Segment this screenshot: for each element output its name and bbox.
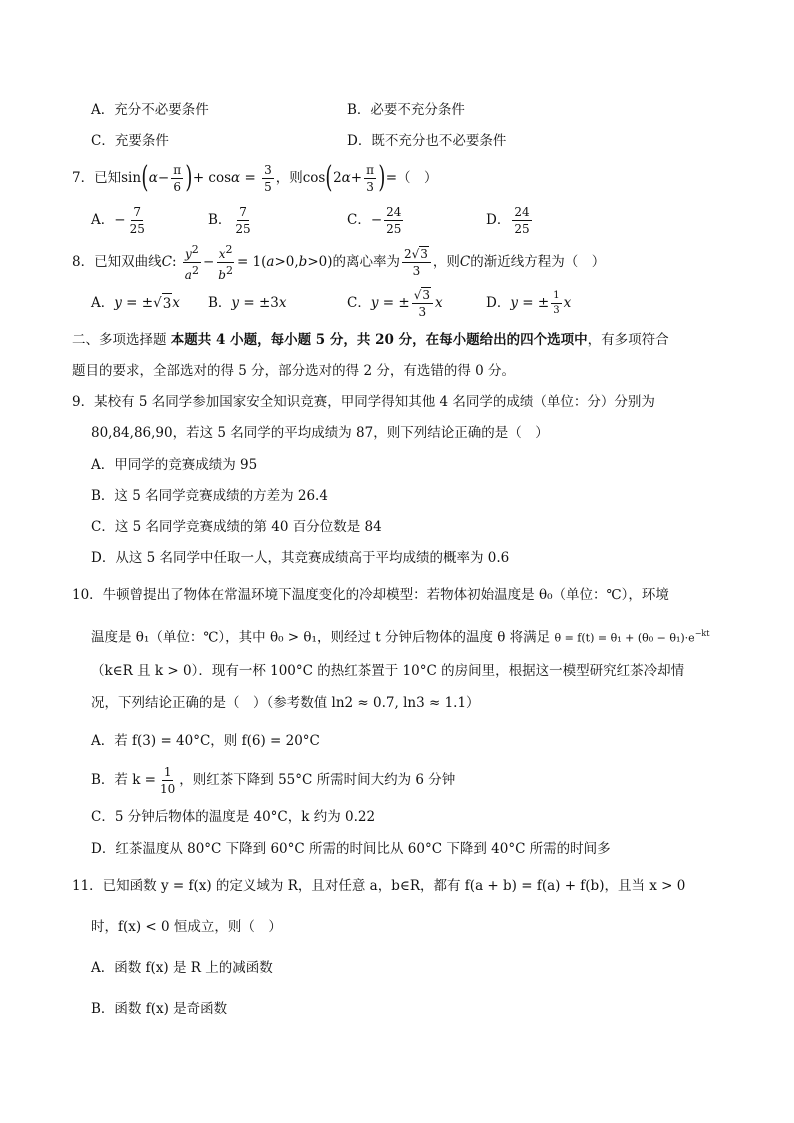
q11-line2: 时，f(x) < 0 恒成立，则（ ） [91, 919, 282, 935]
q9-option-d: D．从这 5 名同学中任取一人，其竞赛成绩高于平均成绩的概率为 0.6 [91, 550, 510, 566]
q10-line1: 10．牛顿曾提出了物体在常温环境下温度变化的冷却模型：若物体初始温度是 θ₀（单位：℃），环境 [72, 587, 669, 603]
q7-den-3: 3 [366, 179, 374, 194]
q7-option-c: C． − $\frac{24}{25}$ [347, 204, 402, 236]
q9-line1: 9．某校有 5 名同学参加国家安全知识竞赛，甲同学得知其他 4 名同学的成绩（单位：分）分别为 [72, 394, 655, 410]
q7-option-a: A． − $\frac{7}{25}$ [91, 204, 145, 236]
q7-number: 7．已知 [72, 170, 122, 186]
q6-option-b: B．必要不充分条件 [347, 102, 465, 118]
q7-den-6: 6 [173, 179, 181, 194]
q8-stem: 8．已知双曲线 C : $\frac{y^2}{a^2}$ − $\frac{x^2}{b^2}$ = 1( a >0, b >0) 的离心率为 $\frac{2√3}{3}$ ，则 C 的渐近线方程为（ ） [72, 242, 606, 282]
q7-pi-2: π [366, 162, 374, 177]
q8-option-a: A． y = ±√ 3 x [91, 292, 180, 314]
q7-rhs-den: 5 [264, 179, 272, 194]
q10-option-c: C．5 分钟后物体的温度是 40°C，k 约为 0.22 [91, 809, 376, 825]
q6-option-c: C．充要条件 [91, 133, 169, 149]
q7-option-d: D． $\frac{24}{25}$ [486, 204, 530, 236]
q9-line2: 80,84,86,90，若这 5 名同学的平均成绩为 87，则下列结论正确的是（ ） [91, 425, 549, 441]
q8-number: 8．已知双曲线 [72, 254, 162, 270]
q7-pi-1: π [173, 162, 182, 177]
q6-option-a: A．充分不必要条件 [91, 102, 209, 118]
q10-line3: （k∈R 且 k > 0）．现有一杯 100°C 的热红茶置于 10°C 的房间里，根据这一模型研究红茶冷却情 [91, 663, 685, 679]
q8-option-c: C． y = ± $\frac{√3}{3}$ x [347, 287, 443, 319]
q9-option-b: B．这 5 名同学竞赛成绩的方差为 26.4 [91, 488, 328, 504]
q7-stem: 7．已知 sin ( α − $\frac{\pi}{6}$ ) + cos α = $\frac{3}{5}$ ，则 cos ( 2 α + $\frac{\pi}{3}$ ) =（ ） [72, 160, 438, 195]
q11-line1: 11．已知函数 y = f(x) 的定义域为 R，且对任意 a，b∈R，都有 f(a + b) = f(a) + f(b)，且当 x > 0 [72, 878, 686, 894]
q10-option-b: B．若 k = $\frac{1}{10}$ ，则红茶下降到 55°C 所需时间大约为 6 分钟 [91, 764, 456, 796]
section-2-header-line1: 二、多项选择题 本题共 4 小题，每小题 5 分，共 20 分，在每小题给出的四个选项中，有多项符合 [72, 332, 669, 348]
q8-condition: 的离心率为 [332, 254, 400, 270]
q11-option-a: A．函数 f(x) 是 R 上的减函数 [91, 960, 273, 976]
q9-option-a: A．甲同学的竞赛成绩为 95 [91, 457, 258, 473]
q10-option-d: D．红茶温度从 80°C 下降到 60°C 所需的时间比从 60°C 下降到 40°C 所需的时间多 [91, 841, 611, 857]
q10-line2: 温度是 θ₁（单位：℃），其中 θ₀ > θ₁，则经过 t 分钟后物体的温度 θ 将满足 $\theta = f(t) = \theta_1 + (\theta_0 - \theta_1)\cdot e^{-kt}$ [91, 629, 710, 646]
q8-option-b: B． y = ±3 x [208, 295, 287, 311]
q9-option-c: C．这 5 名同学竞赛成绩的第 40 百分位数是 84 [91, 519, 382, 535]
q7-mid-text: ，则 [275, 170, 303, 186]
section-2-header-line2: 题目的要求，全部选对的得 5 分，部分选对的得 2 分，有选错的得 0 分。 [72, 363, 516, 379]
q6-option-d: D．既不充分也不必要条件 [347, 133, 507, 149]
q7-tail: =（ ） [385, 170, 438, 186]
q7-option-b: B． $\frac{7}{25}$ [208, 204, 251, 236]
q11-option-b: B．函数 f(x) 是奇函数 [91, 1001, 228, 1017]
q7-rhs-num: 3 [264, 162, 272, 177]
q8-option-d: D． y = ± $\frac{1}{3}$ x [486, 289, 572, 316]
q10-option-a: A．若 f(3) = 40°C，则 f(6) = 20°C [91, 733, 320, 749]
q10-line4: 况，下列结论正确的是（ ）（参考数值 ln2 ≈ 0.7, ln3 ≈ 1.1） [91, 695, 480, 711]
